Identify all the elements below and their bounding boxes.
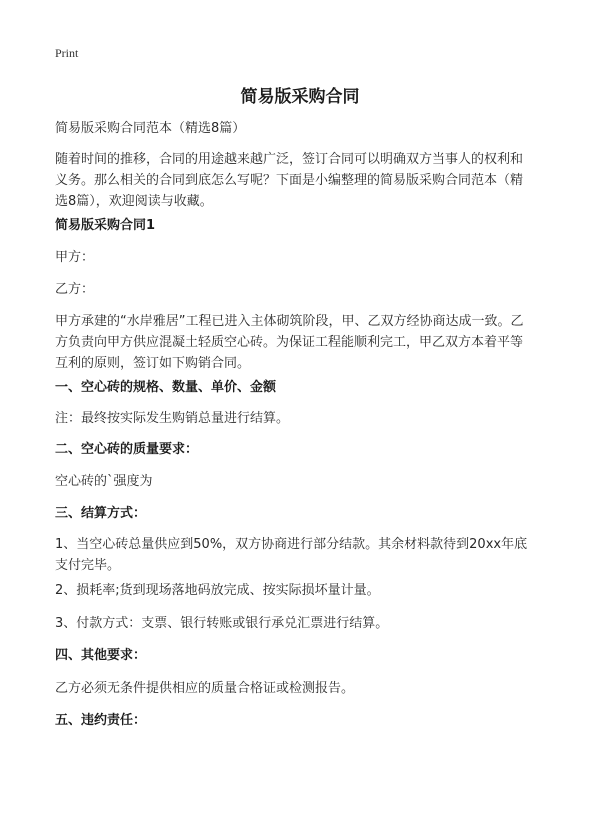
settlement-item-2: 2、损耗率;货到现场落地码放完成、按实际损坏量计量。 xyxy=(55,583,380,598)
intro-paragraph xyxy=(55,149,555,212)
other-requirements-text: 乙方必须无条件提供相应的质量合格证或检测报告。 xyxy=(55,681,355,696)
intro-line: 义务。那么相关的合同到底怎么写呢？下面是小编整理的简易版采购合同范本（精 xyxy=(55,173,524,188)
party-a-label: 甲方： xyxy=(55,250,95,265)
settlement-item-3: 3、付款方式：支票、银行转账或银行承兑汇票进行结算。 xyxy=(55,616,389,631)
settlement-item-1-line: 支付完毕。 xyxy=(55,558,121,573)
contract-heading: 简易版采购合同1 xyxy=(55,218,156,233)
preamble-line: 甲方承建的“水岸雅居”工程已进入主体砌筑阶段，甲、乙双方经协商达成一致。乙 xyxy=(55,314,524,329)
section-heading-quality: 二、空心砖的质量要求： xyxy=(55,442,199,457)
print-link[interactable]: Print xyxy=(55,46,79,60)
strength-text: 空心砖的`强度为 xyxy=(55,474,153,489)
section-heading-specs: 一、空心砖的规格、数量、单价、金额 xyxy=(55,380,277,395)
intro-line: 选8篇），欢迎阅读与收藏。 xyxy=(55,194,213,209)
preamble-line: 方负责向甲方供应混凝土轻质空心砖。为保证工程能顺利完工，甲乙双方本着平等 xyxy=(55,335,524,350)
preamble-line: 互利的原则，签订如下购销合同。 xyxy=(55,356,251,371)
settlement-item-1 xyxy=(55,534,555,576)
intro-line: 随着时间的推移，合同的用途越来越广泛，签订合同可以明确双方当事人的权利和 xyxy=(55,152,524,167)
section-heading-liability: 五、违约责任： xyxy=(55,713,147,728)
party-b-label: 乙方： xyxy=(55,282,95,297)
settlement-note: 注：最终按实际发生购销总量进行结算。 xyxy=(55,411,290,426)
settlement-item-1-line: 1、当空心砖总量供应到50%，双方协商进行部分结款。其余材料款待到20xx年底 xyxy=(55,537,528,552)
subtitle: 简易版采购合同范本（精选8篇） xyxy=(55,121,246,136)
section-heading-other: 四、其他要求： xyxy=(55,648,147,663)
section-heading-settlement: 三、结算方式： xyxy=(55,506,147,521)
page-title: 简易版采购合同 xyxy=(240,87,360,107)
preamble-paragraph xyxy=(55,311,555,374)
